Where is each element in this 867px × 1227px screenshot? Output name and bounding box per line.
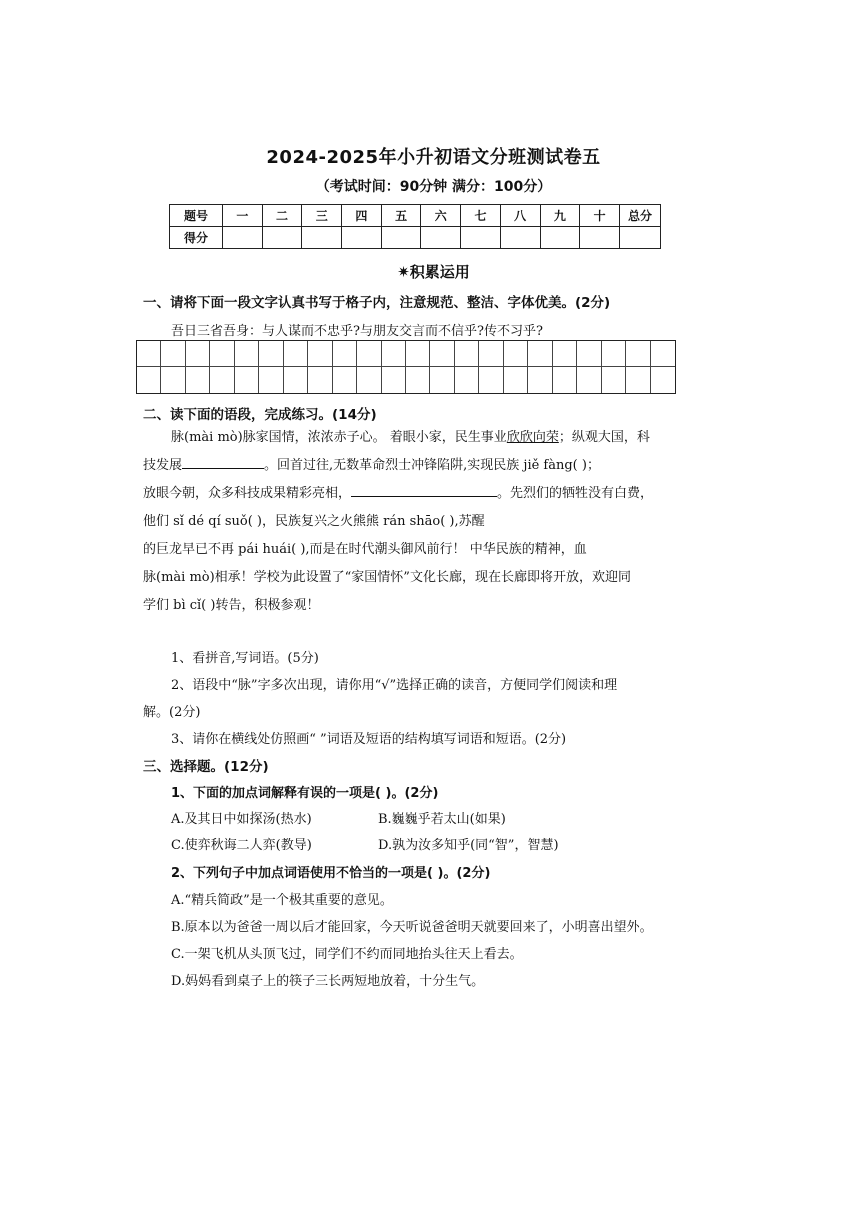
grid-cell[interactable] [651, 341, 675, 367]
score-cell[interactable] [500, 227, 540, 249]
grid-cell[interactable] [577, 367, 601, 393]
table-cell: 七 [461, 205, 501, 227]
table-cell: 八 [500, 205, 540, 227]
grid-cell[interactable] [455, 367, 479, 393]
grid-cell[interactable] [137, 341, 161, 367]
subquestion-2-2: 2、语段中“脉”字多次出现，请你用“√”选择正确的读音，方便同学们阅读和理 [171, 678, 618, 693]
grid-cell[interactable] [161, 367, 185, 393]
grid-cell[interactable] [602, 341, 626, 367]
question-1-text: 吾日三省吾身：与人谋而不忠乎?与朋友交言而不信乎?传不习乎? [171, 324, 543, 339]
score-table-header-row [170, 205, 661, 227]
subquestion-2-1: 1、看拼音,写词语。(5分) [171, 651, 319, 666]
subquestion-2-2-cont: 解。(2分) [143, 705, 201, 720]
grid-cell[interactable] [210, 341, 234, 367]
grid-cell[interactable] [553, 341, 577, 367]
grid-cell[interactable] [137, 367, 161, 393]
passage-line [143, 424, 683, 452]
score-table [169, 204, 661, 249]
option-d: D.妈妈看到桌子上的筷子三长两短地放着，十分生气。 [171, 974, 485, 989]
passage-line: 学们 bì cǐ( )转告，积极参观！ [143, 598, 320, 613]
score-cell[interactable] [421, 227, 461, 249]
grid-cell[interactable] [284, 367, 308, 393]
score-cell[interactable] [302, 227, 342, 249]
grid-cell[interactable] [161, 341, 185, 367]
table-cell: 四 [342, 205, 382, 227]
table-cell: 五 [381, 205, 421, 227]
score-cell[interactable] [223, 227, 263, 249]
subquestion-2-3: 3、请你在横线处仿照画“ ”词语及短语的结构填写词语和短语。(2分) [171, 732, 567, 747]
grid-cell[interactable] [308, 367, 332, 393]
passage-line: 的巨龙早已不再 pái huái( ),而是在时代潮头御风前行！ 中华民族的精神，血 [143, 542, 587, 557]
table-cell: 十 [580, 205, 620, 227]
score-cell[interactable] [381, 227, 421, 249]
grid-cell[interactable] [430, 367, 454, 393]
option-a: A.及其日中如探汤(热水) [171, 812, 312, 827]
grid-cell[interactable] [430, 341, 454, 367]
grid-cell[interactable] [382, 367, 406, 393]
subquestion-3-2: 2、下列句子中加点词语使用不恰当的一项是( )。(2分) [171, 866, 491, 881]
grid-cell[interactable] [308, 341, 332, 367]
grid-cell[interactable] [479, 367, 503, 393]
grid-cell[interactable] [235, 367, 259, 393]
table-cell: 一 [223, 205, 263, 227]
score-cell[interactable] [620, 227, 661, 249]
option-c: C.一架飞机从头顶飞过，同学们不约而同地抬头往天上看去。 [171, 947, 523, 962]
question-2-title: 二、读下面的语段，完成练习。(14分) [143, 407, 377, 423]
grid-cell[interactable] [382, 341, 406, 367]
grid-cell[interactable] [528, 367, 552, 393]
grid-cell[interactable] [406, 367, 430, 393]
passage-text: 。回首过往,无数革命烈士冲锋陷阱,实现民族 jiě fàng( )； [264, 458, 600, 473]
grid-cell[interactable] [553, 367, 577, 393]
passage-line: 他们 sǐ dé qí suǒ( )，民族复兴之火熊熊 rán shāo( ),苏醒 [143, 514, 485, 529]
grid-cell[interactable] [186, 341, 210, 367]
table-cell: 九 [540, 205, 580, 227]
grid-cell[interactable] [455, 341, 479, 367]
grid-cell[interactable] [528, 341, 552, 367]
option-c: C.使弈秋诲二人弈(教导) [171, 838, 312, 853]
grid-cell[interactable] [479, 341, 503, 367]
grid-cell[interactable] [406, 341, 430, 367]
grid-cell[interactable] [186, 367, 210, 393]
option-b: B.巍巍乎若太山(如果) [378, 812, 506, 827]
passage-line [143, 480, 683, 508]
score-cell[interactable] [580, 227, 620, 249]
grid-cell[interactable] [235, 341, 259, 367]
page-title: 2024-2025年小升初语文分班测试卷五 [266, 147, 601, 168]
underlined-phrase: 欣欣向荣 [506, 430, 559, 445]
grid-cell[interactable] [504, 341, 528, 367]
grid-cell[interactable] [626, 341, 650, 367]
table-cell: 题号 [170, 205, 223, 227]
question-1-title: 一、请将下面一段文字认真书写于格子内，注意规范、整洁、字体优美。(2分) [143, 295, 611, 311]
section-title: ✷积累运用 [397, 263, 470, 281]
passage-text: 技发展 [143, 458, 183, 473]
score-cell[interactable] [461, 227, 501, 249]
grid-cell[interactable] [259, 341, 283, 367]
grid-cell[interactable] [504, 367, 528, 393]
score-cell[interactable] [262, 227, 302, 249]
table-cell: 二 [262, 205, 302, 227]
grid-cell[interactable] [651, 367, 675, 393]
grid-cell[interactable] [284, 341, 308, 367]
question-2-passage [143, 424, 683, 620]
table-cell: 三 [302, 205, 342, 227]
score-table-score-row [170, 227, 661, 249]
passage-text: 。先烈们的牺牲没有白费， [497, 486, 654, 501]
passage-text: 放眼今朝，众多科技成果精彩亮相， [143, 486, 352, 501]
answer-blank[interactable] [182, 456, 264, 469]
grid-cell[interactable] [333, 367, 357, 393]
writing-grid[interactable] [136, 340, 676, 394]
grid-cell[interactable] [626, 367, 650, 393]
passage-line: 脉(mài mò)相承！学校为此设置了“家国情怀”文化长廊，现在长廊即将开放，欢迎同 [143, 570, 631, 585]
subquestion-3-1: 1、下面的加点词解释有误的一项是( )。(2分) [171, 786, 439, 801]
table-cell: 总分 [620, 205, 661, 227]
grid-cell[interactable] [210, 367, 234, 393]
option-d: D.孰为汝多知乎(同“智”，智慧) [378, 838, 559, 853]
grid-cell[interactable] [602, 367, 626, 393]
grid-cell[interactable] [357, 367, 381, 393]
grid-cell[interactable] [333, 341, 357, 367]
passage-text: 脉(mài mò)脉家国情，浓浓赤子心。 着眼小家，民生事业 [171, 430, 507, 445]
table-cell: 得分 [170, 227, 223, 249]
passage-text: ；纵观大国，科 [558, 430, 650, 445]
answer-blank[interactable] [351, 484, 497, 497]
question-3-title: 三、选择题。(12分) [143, 759, 269, 775]
grid-cell[interactable] [577, 341, 601, 367]
option-a: A.“精兵简政”是一个极其重要的意见。 [171, 893, 393, 908]
option-b: B.原本以为爸爸一周以后才能回家，今天听说爸爸明天就要回来了，小明喜出望外。 [171, 920, 653, 935]
table-cell: 六 [421, 205, 461, 227]
passage-line [143, 452, 683, 480]
score-cell[interactable] [342, 227, 382, 249]
exam-info: （考试时间：90分钟 满分：100分） [315, 179, 552, 195]
grid-cell[interactable] [259, 367, 283, 393]
grid-cell[interactable] [357, 341, 381, 367]
score-cell[interactable] [540, 227, 580, 249]
